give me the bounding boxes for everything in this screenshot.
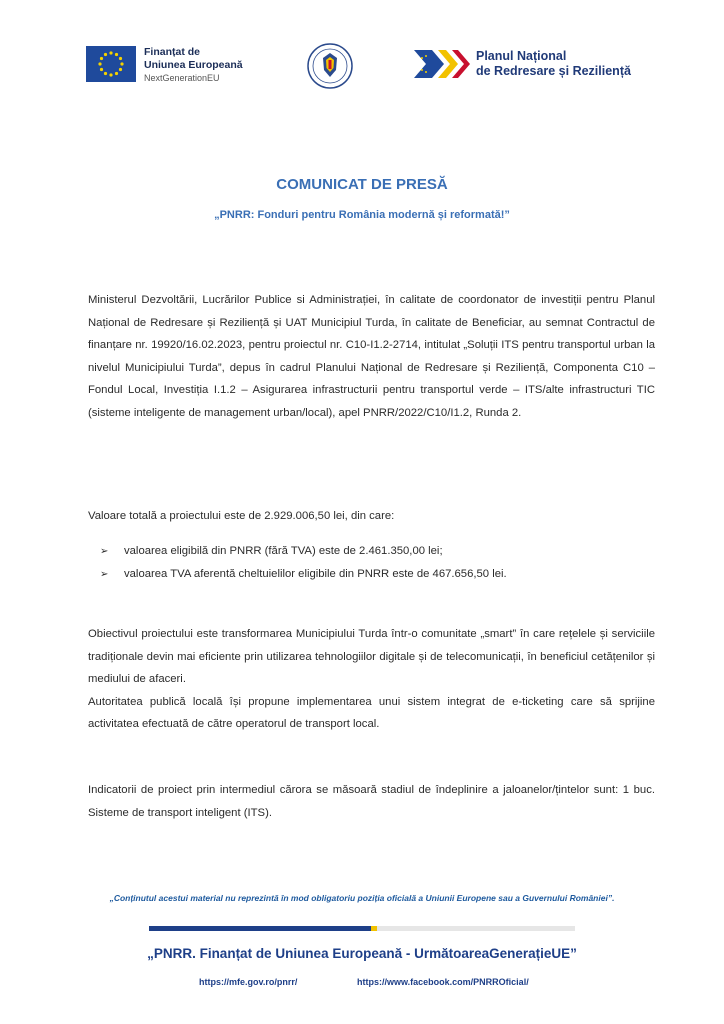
facebook-page-link[interactable]: https://www.facebook.com/PNRROficial/ [357, 977, 529, 987]
eu-flag-icon [86, 46, 136, 82]
arrow-bullet-icon: ➢ [100, 569, 109, 580]
pnrr-logo-line2: de Redresare și Reziliență [476, 64, 631, 78]
objective-text: Obiectivul proiectului este transformarea Municipiului Turda într-o comunitate „smart” în care rețelele și serviciile tradiționale devin mai eficiente prin utilizarea tehnologiilor digitale și de telecomunicații, în beneficiul cetățenilor și mediului de afaceri. [88, 628, 655, 685]
bullet-vat-value: valoarea TVA aferentă cheltuielilor eligibile din PNRR este de 467.656,50 lei. [124, 568, 507, 580]
page-subtitle: „PNRR: Fonduri pentru România modernă și reformată!” [214, 209, 510, 221]
footer-divider-bar [149, 926, 575, 931]
paragraph-total-value: Valoare totală a proiectului este de 2.929.006,50 lei, din care: [88, 510, 395, 522]
paragraph-objective [88, 623, 655, 736]
page-title: COMUNICAT DE PRESĂ [276, 176, 448, 193]
mfe-website-link[interactable]: https://mfe.gov.ro/pnrr/ [199, 977, 298, 987]
pnrr-logo [412, 48, 631, 80]
footer-bar-fill [149, 926, 371, 931]
footer-bar-accent [371, 926, 377, 931]
bullet-eligible-value: valoarea eligibilă din PNRR (fără TVA) este de 2.461.350,00 lei; [124, 545, 443, 557]
footer-disclaimer: „Conținutul acestui material nu reprezintă în mod obligatoriu poziția oficială a Uniunii Europene sau a Guvernului României”. [109, 893, 615, 903]
pnrr-logo-line1: Planul Național [476, 49, 567, 63]
authority-text: Autoritatea publică locală își propune implementarea unui sistem integrat de e-ticketing care să sprijine activitatea efectuată de către operatorul de transport local. [88, 695, 655, 730]
paragraph-contract: Ministerul Dezvoltării, Lucrărilor Publice si Administrației, în calitate de coordonator de investiții pentru Planul Național de Redresare și Reziliență și UAT Municipiul Turda, în calitate de Beneficiar, au semnat Contractul de finanțare nr. 19920/16.02.2023, pentru proiectul nr. C10-I1.2-2714, intitulat „Soluții ITS pentru transportul urban la nivelul Municipiului Turda”, depus în cadrul Planului Național de Redresare și Reziliență, Componenta C10 – Fondul Local, Investiția I.1.2 – Asigurarea infrastructurii pentru transportul verde – ITS/alte infrastructuri TIC (sisteme inteligente de management urban/local), apel PNRR/2022/C10/I1.2, Runda 2. [88, 294, 655, 419]
list-item [100, 563, 660, 586]
romania-government-seal-icon [307, 43, 353, 89]
pnrr-arrow-flag-icon [412, 48, 470, 80]
eu-logo-line1: Finanțat de [144, 46, 201, 58]
arrow-bullet-icon: ➢ [100, 546, 109, 557]
eu-funding-logo [86, 46, 243, 85]
paragraph-indicators: Indicatorii de proiect prin intermediul cărora se măsoară stadiul de îndeplinire a jaloanelor/țintelor sunt: 1 buc. Sisteme de transport inteligent (ITS). [88, 784, 655, 819]
eu-logo-line2: Uniunea Europeană [144, 59, 243, 71]
value-breakdown-list [100, 540, 660, 586]
list-item [100, 540, 660, 563]
eu-logo-line3: NextGenerationEU [144, 73, 220, 83]
footer-slogan: „PNRR. Finanțat de Uniunea Europeană - UrmătoareaGenerațieUE” [147, 946, 577, 961]
